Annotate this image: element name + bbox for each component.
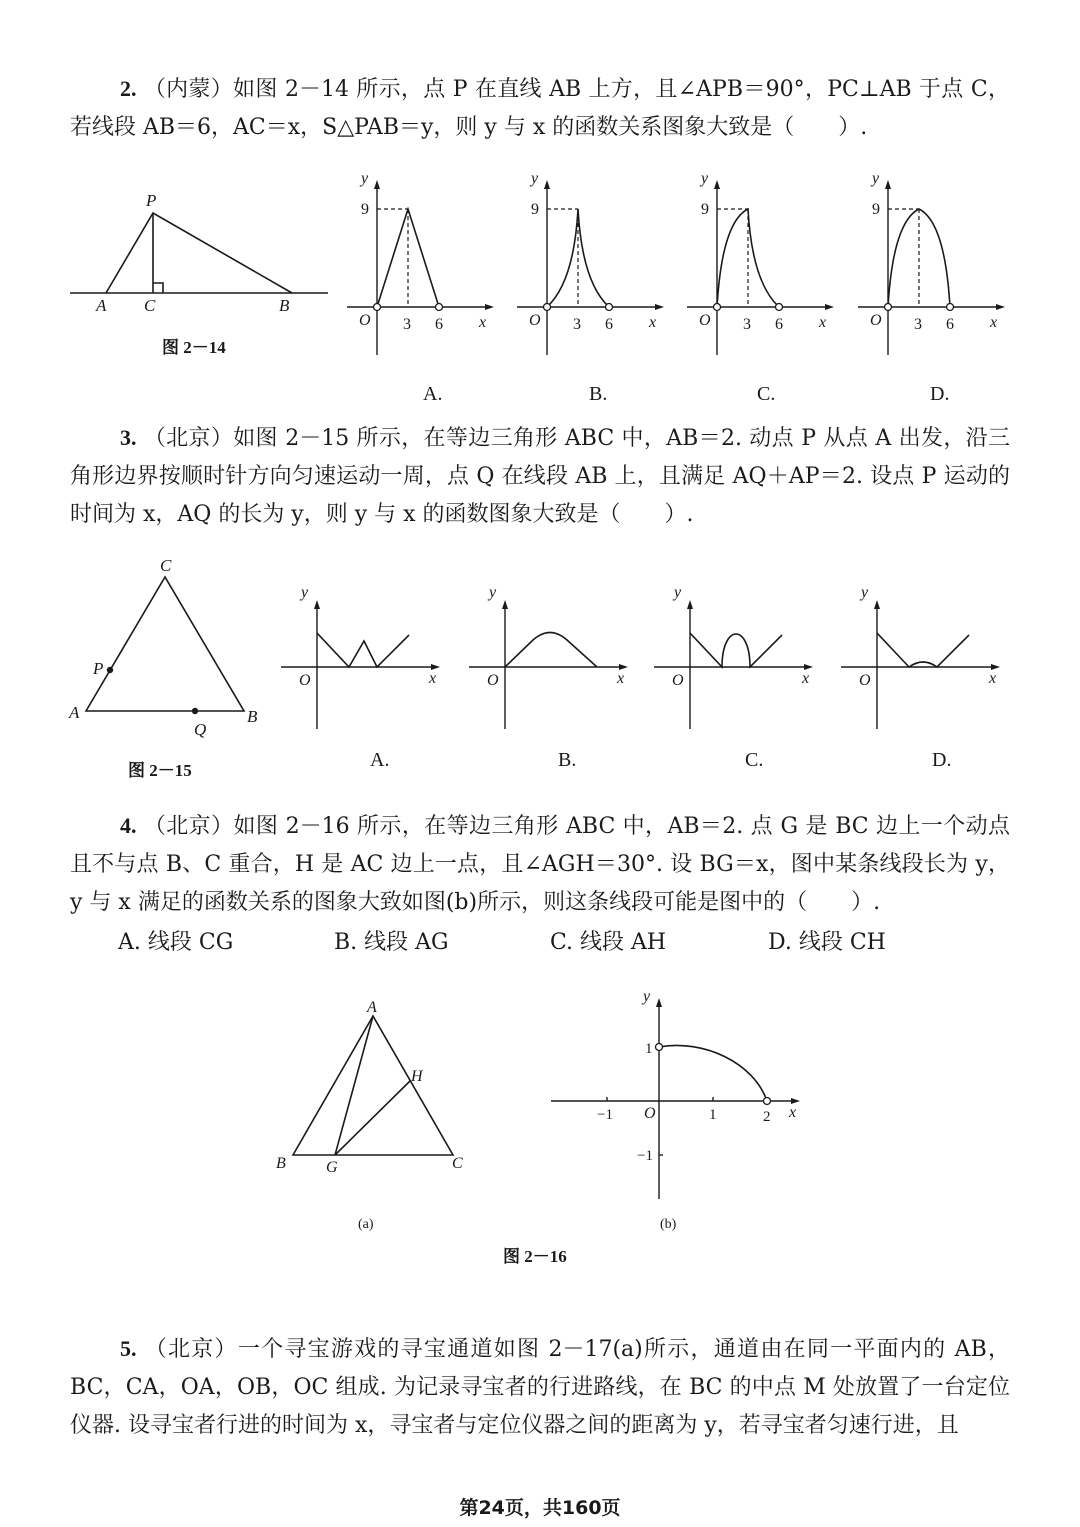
x-label: x [617,670,625,687]
y-label: y [361,170,369,187]
y-arrow-icon [885,180,891,189]
label-g: G [326,1159,338,1176]
label-c: C [452,1155,463,1172]
point-q [192,708,198,714]
question-2-text: （内蒙）如图 2－14 所示，点 P 在直线 AB 上方，且∠APB＝90°，PC⊥AB 于点 C，若线段 AB＝6，AC＝x，S△PAB＝y，则 y 与 x 的函数关系图象大致是（ ）. [70,77,1011,140]
choice-a: A. 线段 CG [118,930,234,955]
label-p: P [146,191,157,210]
question-4-text: （北京）如图 2－16 所示，在等边三角形 ABC 中，AB＝2. 点 G 是 BC 边上一个动点且不与点 B、C 重合，H 是 AC 边上一点，且∠AGH＝30°. 设 BG＝x，图中某条线段长为 y，y 与 x 满足的函数关系的图象大致如图(b)所示，则这条线段可能是图中的（ ）. [70,814,1010,915]
curve [505,633,597,668]
x-tick-6: 6 [946,316,954,333]
open-point [714,304,721,311]
x-tick-6: 6 [605,316,613,333]
q2-graph-d [858,170,1005,405]
q3-graph-a [281,584,440,771]
y-label: y [301,584,309,601]
right-angle-mark [153,283,163,293]
open-point [544,304,551,311]
y-arrow-icon [314,600,320,609]
x-label: x [990,314,998,331]
question-5-text: （北京）一个寻宝游戏的寻宝通道如图 2－17(a)所示，通道由在同一平面内的 AB，BC，CA，OA，OB，OC 组成. 为记录寻宝者的行进路线，在 BC 的中点 M 处放置了一台定位仪器. 设寻宝者行进的时间为 x，寻宝者与定位仪器之间的距离为 y，若寻宝者匀速行进，且 [70,1337,1010,1438]
x-tick-6: 6 [435,316,443,333]
figure-2-15-caption: 图 2－15 [128,761,192,780]
x-tick-3: 3 [743,316,751,333]
choice-c: C. 线段 AH [550,930,667,955]
x-label: x [989,670,997,687]
figure-2-16-a [276,999,463,1232]
curve [877,633,969,667]
label-c: C [144,296,156,315]
x-label: x [789,1104,797,1121]
y-arrow-icon [714,180,720,189]
x-tick-3: 3 [914,316,922,333]
question-2-number: 2. [120,76,137,101]
label-a: A [96,296,107,315]
origin-label: O [487,672,499,689]
x-tick-6: 6 [775,316,783,333]
y-arrow-icon [544,180,550,189]
origin-label: O [299,672,311,689]
y-tick-9: 9 [872,201,880,218]
sub-caption-b: (b) [660,1217,677,1232]
y-label: y [643,988,651,1005]
figure-2-16-b [551,988,800,1232]
choice-b: B. 线段 AG [334,930,449,955]
segment-gh [335,1081,410,1155]
origin-label: O [644,1105,656,1122]
label-c: C [160,556,172,575]
page-footer: 第24页，共160页 [459,1497,621,1519]
sub-caption-a: (a) [358,1217,374,1232]
y-arrow-icon [502,600,508,609]
option-label: A. [370,749,390,771]
x-tick-2: 2 [763,1109,771,1125]
option-label: D. [932,749,952,771]
open-point [776,304,783,311]
x-label: x [429,670,437,687]
y-label: y [701,170,709,187]
open-point [606,304,613,311]
q2-graph-a [347,170,494,405]
y-tick-9: 9 [361,201,369,218]
y-label: y [489,584,497,601]
y-tick-neg1: −1 [637,1148,653,1164]
y-label: y [531,170,539,187]
y-label: y [872,170,880,187]
x-arrow-icon [996,304,1005,310]
x-label: x [802,670,810,687]
y-tick-9: 9 [531,201,539,218]
origin-label: O [699,312,711,329]
y-arrow-icon [374,180,380,189]
figure-2-15 [68,556,258,780]
open-point [656,1044,663,1051]
curve [317,633,409,667]
question-3-number: 3. [120,425,137,450]
x-tick-1: 1 [709,1107,717,1123]
choice-d: D. 线段 CH [768,930,886,955]
y-tick-9: 9 [701,201,709,218]
label-a: A [69,703,80,722]
origin-label: O [672,672,684,689]
option-label: C. [757,383,776,405]
option-label: B. [589,383,608,405]
x-label: x [649,314,657,331]
figure-2-14 [70,191,328,357]
option-label: A. [423,383,443,405]
label-q: Q [194,720,207,739]
x-tick-3: 3 [403,316,411,333]
label-b: B [247,707,258,726]
x-tick-3: 3 [573,316,581,333]
figure-2-14-caption: 图 2－14 [162,338,226,357]
label-a: A [367,999,377,1016]
curve [659,1045,767,1101]
y-tick-1: 1 [645,1041,653,1057]
question-5-number: 5. [120,1336,137,1361]
question-3-text: （北京）如图 2－15 所示，在等边三角形 ABC 中，AB＝2. 动点 P 从点 A 出发，沿三角形边界按顺时针方向匀速运动一周，点 Q 在线段 AB 上，且满足 AQ＋AP＝2. 设点 P 运动的时间为 x，AQ 的长为 y，则 y 与 x 的函数图象大致是（ ）. [70,426,1010,527]
open-point [374,304,381,311]
x-arrow-icon [485,304,494,310]
x-label: x [819,314,827,331]
origin-label: O [859,672,871,689]
open-point [764,1098,771,1105]
point-p [107,667,113,673]
triangle-apb [106,213,292,293]
option-label: D. [930,383,950,405]
curve [690,633,782,667]
y-arrow-icon [874,600,880,609]
origin-label: O [870,312,882,329]
y-arrow-icon [656,998,662,1007]
origin-label: O [529,312,541,329]
question-4-number: 4. [120,813,137,838]
figure-2-16-caption: 图 2－16 [503,1247,567,1266]
triangle-abc [293,1016,453,1155]
open-point [885,304,892,311]
label-b: B [276,1155,286,1172]
segment-ag [335,1016,373,1155]
x-arrow-icon [825,304,834,310]
q3-graph-b [469,584,628,771]
triangle-abc [86,577,244,711]
q2-graph-b [517,170,664,405]
label-p: P [93,659,104,678]
open-point [436,304,443,311]
y-label: y [674,584,682,601]
y-label: y [861,584,869,601]
label-b: B [279,296,290,315]
origin-label: O [359,312,371,329]
option-label: B. [558,749,577,771]
q3-graph-c [654,584,813,771]
x-tick-neg1: −1 [597,1107,613,1123]
open-point [947,304,954,311]
x-arrow-icon [655,304,664,310]
x-label: x [479,314,487,331]
label-h: H [411,1068,423,1085]
option-label: C. [745,749,764,771]
y-arrow-icon [687,600,693,609]
q2-graph-c [687,170,834,405]
q3-graph-d [841,584,1000,771]
